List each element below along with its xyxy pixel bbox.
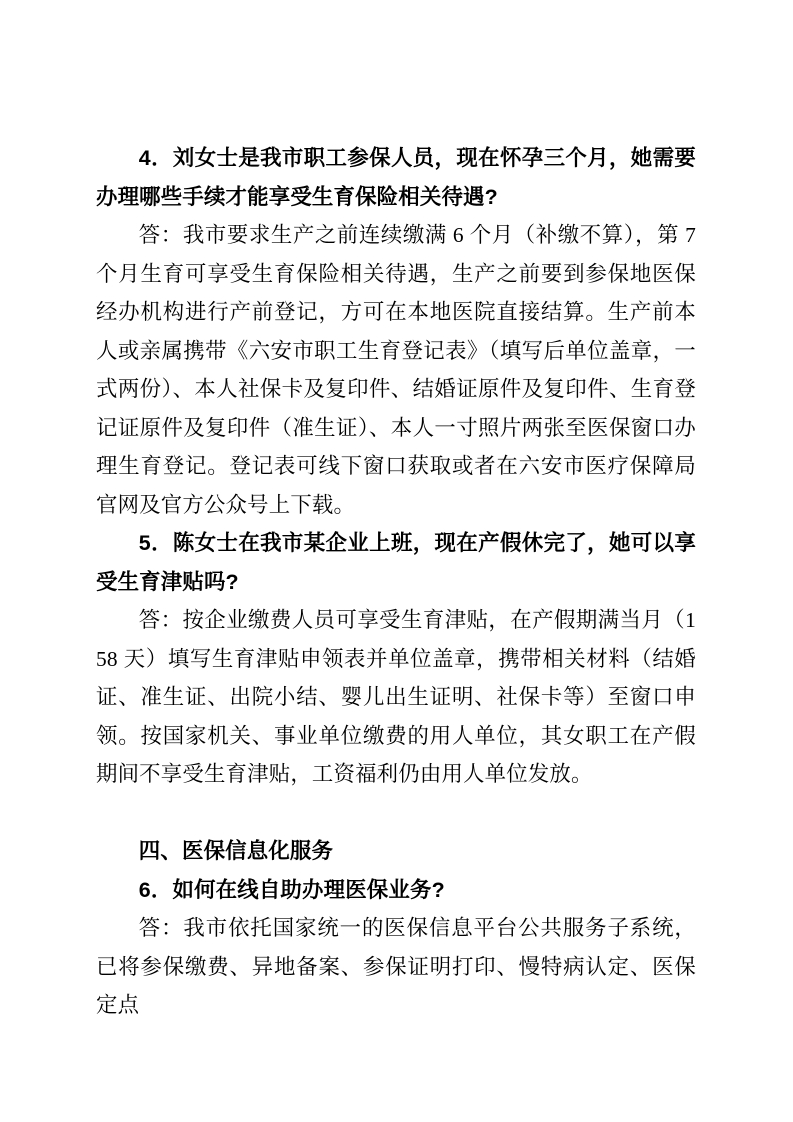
answer-6-paragraph: 答：我市依托国家统一的医保信息平台公共服务子系统，已将参保缴费、异地备案、参保证明打印、慢特病认定、医保定点 — [96, 916, 696, 1017]
answer-4-paragraph: 答：我市要求生产之前连续缴满 6 个月（补缴不算），第 7 个月生育可享受生育保险相关待遇，生产之前要到参保地医保经办机构进行产前登记，方可在本地医院直接结算。生产前本人或亲属携带《六安市职工生育登记表》（填写后单位盖章，一式两份）、本人社保卡及复印件、结婚证原件及复印件、生育登记证原件及复印件（准生证）、本人一寸照片两张至医保窗口办理生育登记。登记表可线下窗口获取或者在六安市医疗保障局官网及官方公众号上下载。 — [96, 223, 696, 517]
answer-5-paragraph: 答：按企业缴费人员可享受生育津贴，在产假期满当月（158 天）填写生育津贴申领表并单位盖章，携带相关材料（结婚证、准生证、出院小结、婴儿出生证明、社保卡等）至窗口申领。按国家机关、事业单位缴费的用人单位，其女职工在产假期间不享受生育津贴，工资福利仍由用人单位发放。 — [96, 608, 696, 786]
document-body — [96, 139, 696, 1025]
question-4-heading: 4．刘女士是我市职工参保人员，现在怀孕三个月，她需要办理哪些手续才能享受生育保险相关待遇? — [96, 146, 696, 209]
question-5-heading: 5．陈女士在我市某企业上班，现在产假休完了，她可以享受生育津贴吗? — [96, 531, 696, 594]
section-4-heading: 四、医保信息化服务 — [138, 839, 334, 863]
question-6-heading: 6．如何在线自助办理医保业务? — [138, 877, 445, 902]
